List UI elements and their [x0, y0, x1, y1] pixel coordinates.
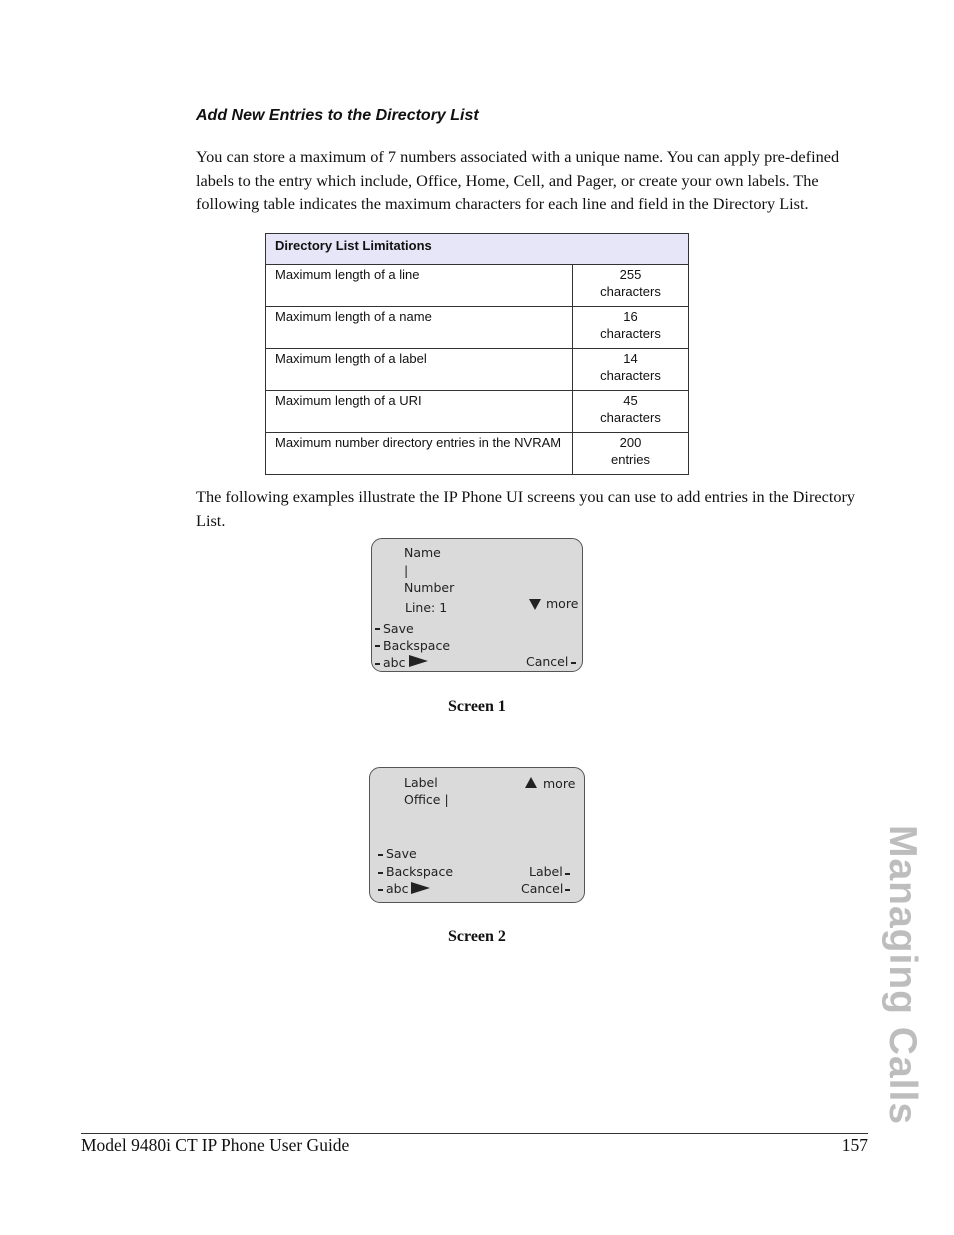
footer-page-number: 157 — [841, 1135, 868, 1155]
softkey-dash-icon — [375, 645, 380, 647]
line-label: Line: 1 — [405, 600, 448, 615]
label-value: Office | — [404, 792, 449, 807]
row-label: Maximum length of a name — [266, 307, 573, 349]
arrow-down-icon — [529, 599, 541, 610]
row-value: 200 entries — [573, 433, 689, 475]
softkey-dash-icon — [565, 873, 570, 875]
label-title: Label — [404, 775, 438, 790]
table-row — [266, 349, 689, 391]
abc-softkey[interactable]: abc — [386, 881, 409, 896]
cancel-softkey[interactable]: Cancel — [526, 654, 569, 669]
arrow-right-icon — [411, 882, 430, 894]
row-value: 14 characters — [573, 349, 689, 391]
row-label: Maximum length of a label — [266, 349, 573, 391]
more-softkey[interactable]: more — [546, 596, 579, 611]
cancel-softkey[interactable]: Cancel — [521, 881, 564, 896]
number-label: Number — [404, 580, 455, 595]
examples-paragraph: The following examples illustrate the IP Phone UI screens you can use to add entries in the Directory List. — [196, 487, 856, 530]
softkey-dash-icon — [375, 663, 380, 665]
footer-guide-title: Model 9480i CT IP Phone User Guide — [81, 1135, 350, 1155]
screen-1-caption: Screen 1 — [448, 698, 506, 715]
softkey-dash-icon — [378, 889, 383, 891]
table-row — [266, 433, 689, 475]
softkey-dash-icon — [565, 889, 570, 891]
arrow-up-icon — [525, 777, 537, 788]
phone-screen-2 — [369, 767, 585, 903]
name-label: Name — [404, 545, 441, 560]
save-softkey[interactable]: Save — [386, 846, 417, 861]
softkey-dash-icon — [378, 872, 383, 874]
text-cursor: | — [404, 563, 409, 578]
phone-screen-1 — [371, 538, 583, 672]
abc-softkey[interactable]: abc — [383, 655, 406, 670]
arrow-right-icon — [409, 655, 428, 667]
table-row — [266, 265, 689, 307]
softkey-dash-icon — [375, 628, 380, 630]
backspace-softkey[interactable]: Backspace — [383, 638, 451, 653]
row-value: 45 characters — [573, 391, 689, 433]
save-softkey[interactable]: Save — [383, 621, 414, 636]
table-header: Directory List Limitations — [266, 234, 689, 265]
screen-2-caption: Screen 2 — [448, 928, 506, 945]
intro-paragraph: You can store a maximum of 7 numbers associated with a unique name. You can apply pre-defined labels to the entry which include, Office, Home, Cell, and Pager, or create your own labels. The following table indicates the maximum characters for each line and field in the Directory List. — [196, 147, 840, 213]
directory-limits-table — [265, 233, 689, 475]
table-row — [266, 307, 689, 349]
row-label: Maximum length of a URI — [266, 391, 573, 433]
row-value: 16 characters — [573, 307, 689, 349]
footer-divider — [81, 1133, 868, 1134]
row-value: 255 characters — [573, 265, 689, 307]
backspace-softkey[interactable]: Backspace — [386, 864, 454, 879]
label-softkey[interactable]: Label — [529, 864, 563, 879]
table-header-row — [266, 234, 689, 265]
row-label: Maximum length of a line — [266, 265, 573, 307]
chapter-side-tab: Managing Calls — [881, 824, 924, 1126]
section-heading: Add New Entries to the Directory List — [196, 107, 479, 124]
softkey-dash-icon — [378, 854, 383, 856]
more-softkey[interactable]: more — [543, 776, 576, 791]
row-label: Maximum number directory entries in the NVRAM — [266, 433, 573, 475]
softkey-dash-icon — [571, 662, 576, 664]
table-row — [266, 391, 689, 433]
